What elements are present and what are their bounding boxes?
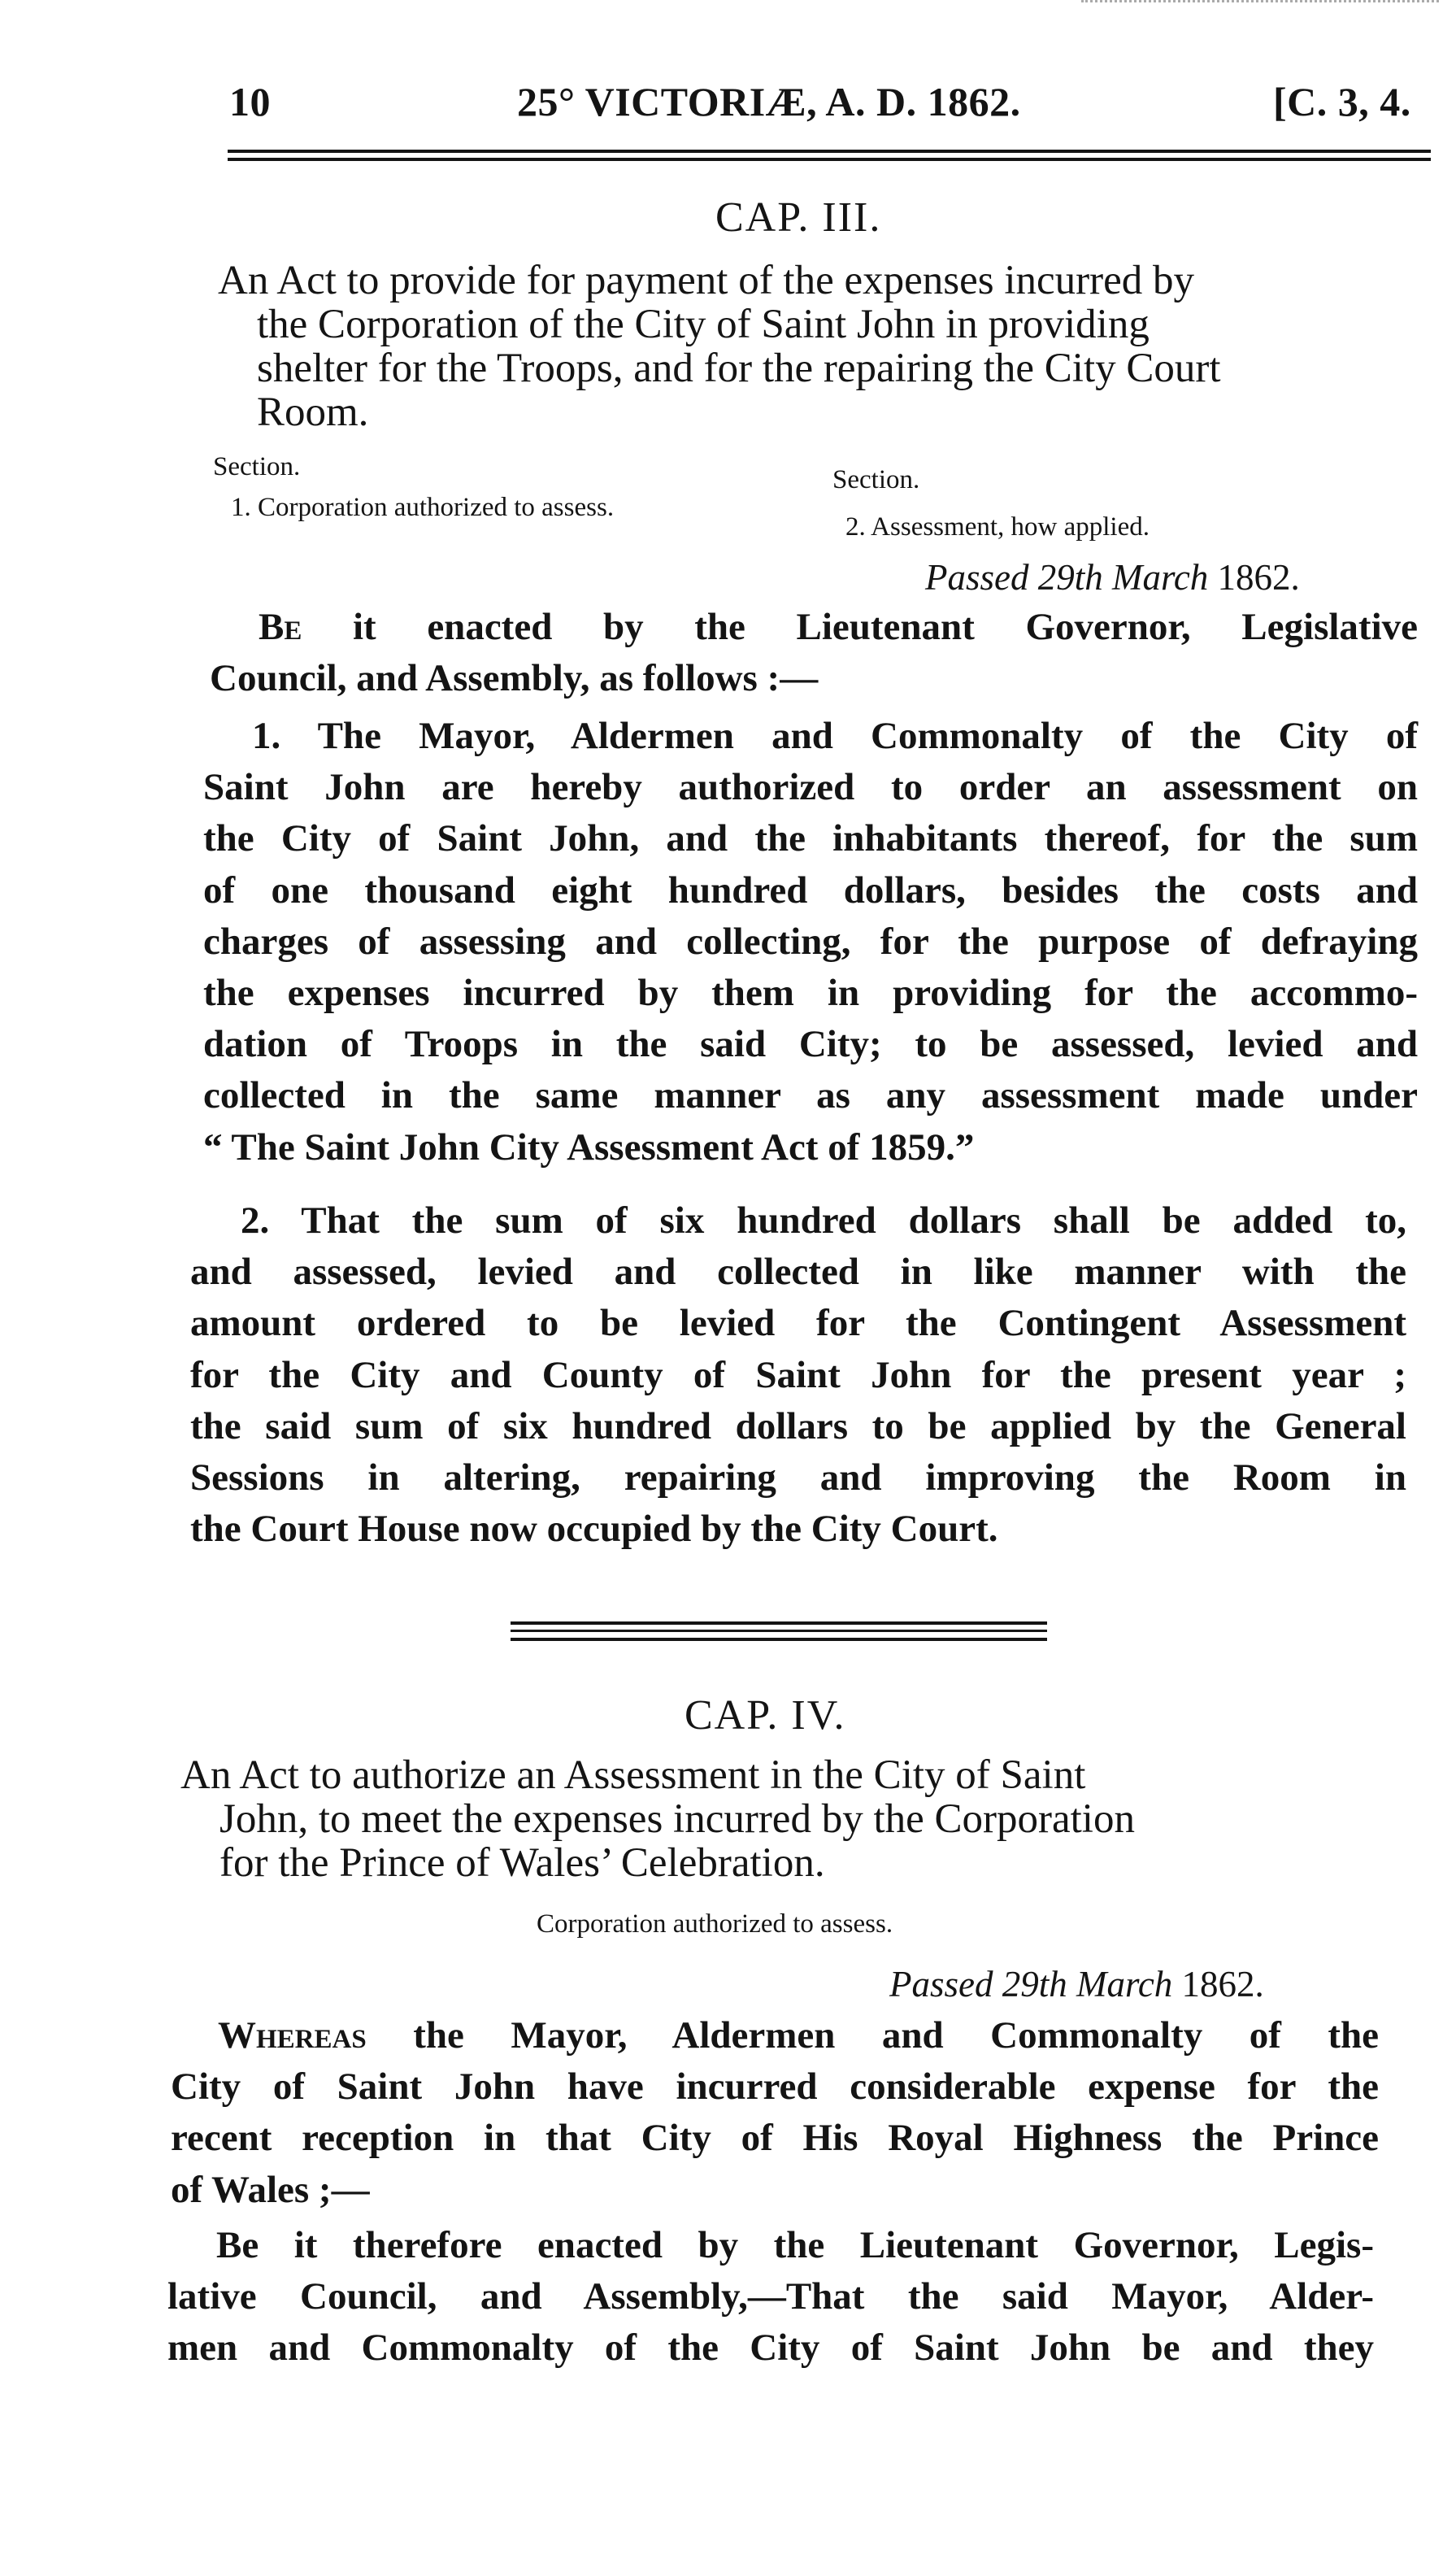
cap3-title-line: Room. — [257, 390, 369, 435]
cap4-title-line: John, to meet the expenses incurred by the Corporation — [219, 1796, 1135, 1842]
scan-edge-dots — [1081, 0, 1439, 22]
whereas-line: City of Saint John have incurred considerable expense for the — [171, 2065, 1379, 2109]
s1-line: Saint John are hereby authorized to order an assessment on — [203, 766, 1418, 809]
page-number: 10 — [229, 79, 271, 124]
cap4-enacting-clause — [167, 2220, 1374, 2374]
section-label-right: Section. — [832, 465, 920, 494]
s1-line: the expenses incurred by them in providing for the accommo- — [203, 972, 1418, 1015]
cap3-title — [218, 259, 1221, 434]
whereas-line: of Wales ;— — [171, 2168, 370, 2211]
cap4-passed-date: Passed 29th March — [889, 1964, 1173, 2004]
cap4-title — [180, 1753, 1135, 1885]
cap3-passed — [925, 556, 1300, 598]
header-rule-bottom — [228, 158, 1431, 161]
s2-line: and assessed, levied and collected in like manner with the — [190, 1251, 1406, 1294]
cap3-title-line: shelter for the Troops, and for the repairing the City Court — [257, 346, 1221, 391]
s1-line: charges of assessing and collecting, for the purpose of defraying — [203, 920, 1418, 963]
cap4-heading: CAP. IV. — [685, 1692, 846, 1739]
chapter-divider-top — [511, 1621, 1047, 1625]
cap4-whereas — [171, 2010, 1379, 2216]
s2-line: Sessions in altering, repairing and improving the Room in — [190, 1456, 1406, 1499]
cap3-title-line: the Corporation of the City of Saint John in providing — [257, 302, 1150, 347]
s1-line: “ The Saint John City Assessment Act of 1859.” — [203, 1125, 975, 1169]
s2-line: the said sum of six hundred dollars to be applied by the General — [190, 1404, 1406, 1447]
cap3-section-2 — [190, 1195, 1406, 1555]
s2-line: amount ordered to be levied for the Contingent Assessment — [190, 1302, 1406, 1345]
section-label-left: Section. — [213, 452, 301, 481]
cap3-enacting-clause — [210, 602, 1418, 704]
cap4-enact-line: men and Commonalty of the City of Saint John be and they — [167, 2326, 1374, 2370]
section-item-1: 1. Corporation authorized to assess. — [231, 493, 615, 522]
section-item-2: 2. Assessment, how applied. — [845, 512, 1150, 542]
cap3-section-1 — [203, 711, 1418, 1173]
whereas-line: Whereas the Mayor, Aldermen and Commonalty of the — [218, 2014, 1379, 2057]
cap4-passed-year: 1862. — [1181, 1964, 1264, 2004]
cap4-enact-line: lative Council, and Assembly,—That the said Mayor, Alder- — [167, 2275, 1374, 2318]
s1-line: of one thousand eight hundred dollars, besides the costs and — [203, 868, 1418, 912]
cap3-passed-date: Passed 29th March — [925, 557, 1209, 598]
chapter-divider-mid — [511, 1630, 1047, 1632]
enact-line: Be it enacted by the Lieutenant Governor, Legislative — [259, 606, 1418, 648]
whereas-line: recent reception in that City of His Royal Highness the Prince — [171, 2117, 1379, 2160]
s1-line: the City of Saint John, and the inhabitants thereof, for the sum — [203, 817, 1418, 860]
cap4-marginal-note: Corporation authorized to assess. — [537, 1909, 893, 1939]
enact-line: Council, and Assembly, as follows :— — [210, 657, 819, 700]
s1-line: collected in the same manner as any assessment made under — [203, 1074, 1418, 1117]
cap4-title-line: for the Prince of Wales’ Celebration. — [219, 1840, 825, 1886]
cap4-passed — [889, 1963, 1264, 2005]
s2-line: the Court House now occupied by the City Court. — [190, 1508, 998, 1551]
cap3-passed-year: 1862. — [1217, 557, 1300, 598]
cap4-enact-line: Be it therefore enacted by the Lieutenant Governor, Legis- — [216, 2224, 1374, 2266]
s1-line: dation of Troops in the said City; to be assessed, levied and — [203, 1023, 1418, 1066]
cap3-title-line: An Act to provide for payment of the expenses incurred by — [218, 258, 1194, 303]
cap3-heading: CAP. III. — [715, 194, 882, 241]
running-title: 25° VICTORIÆ, A. D. 1862. — [517, 79, 1021, 124]
s1-line: 1. The Mayor, Aldermen and Commonalty of the City of — [252, 715, 1418, 757]
chapter-divider-bottom — [511, 1638, 1047, 1641]
header-rule-top — [228, 150, 1431, 153]
chapter-ref: [C. 3, 4. — [1273, 79, 1411, 124]
s2-line: for the City and County of Saint John for the present year ; — [190, 1353, 1406, 1396]
cap4-title-line: An Act to authorize an Assessment in the City of Saint — [180, 1752, 1086, 1798]
s2-line: 2. That the sum of six hundred dollars shall be added to, — [241, 1199, 1406, 1242]
